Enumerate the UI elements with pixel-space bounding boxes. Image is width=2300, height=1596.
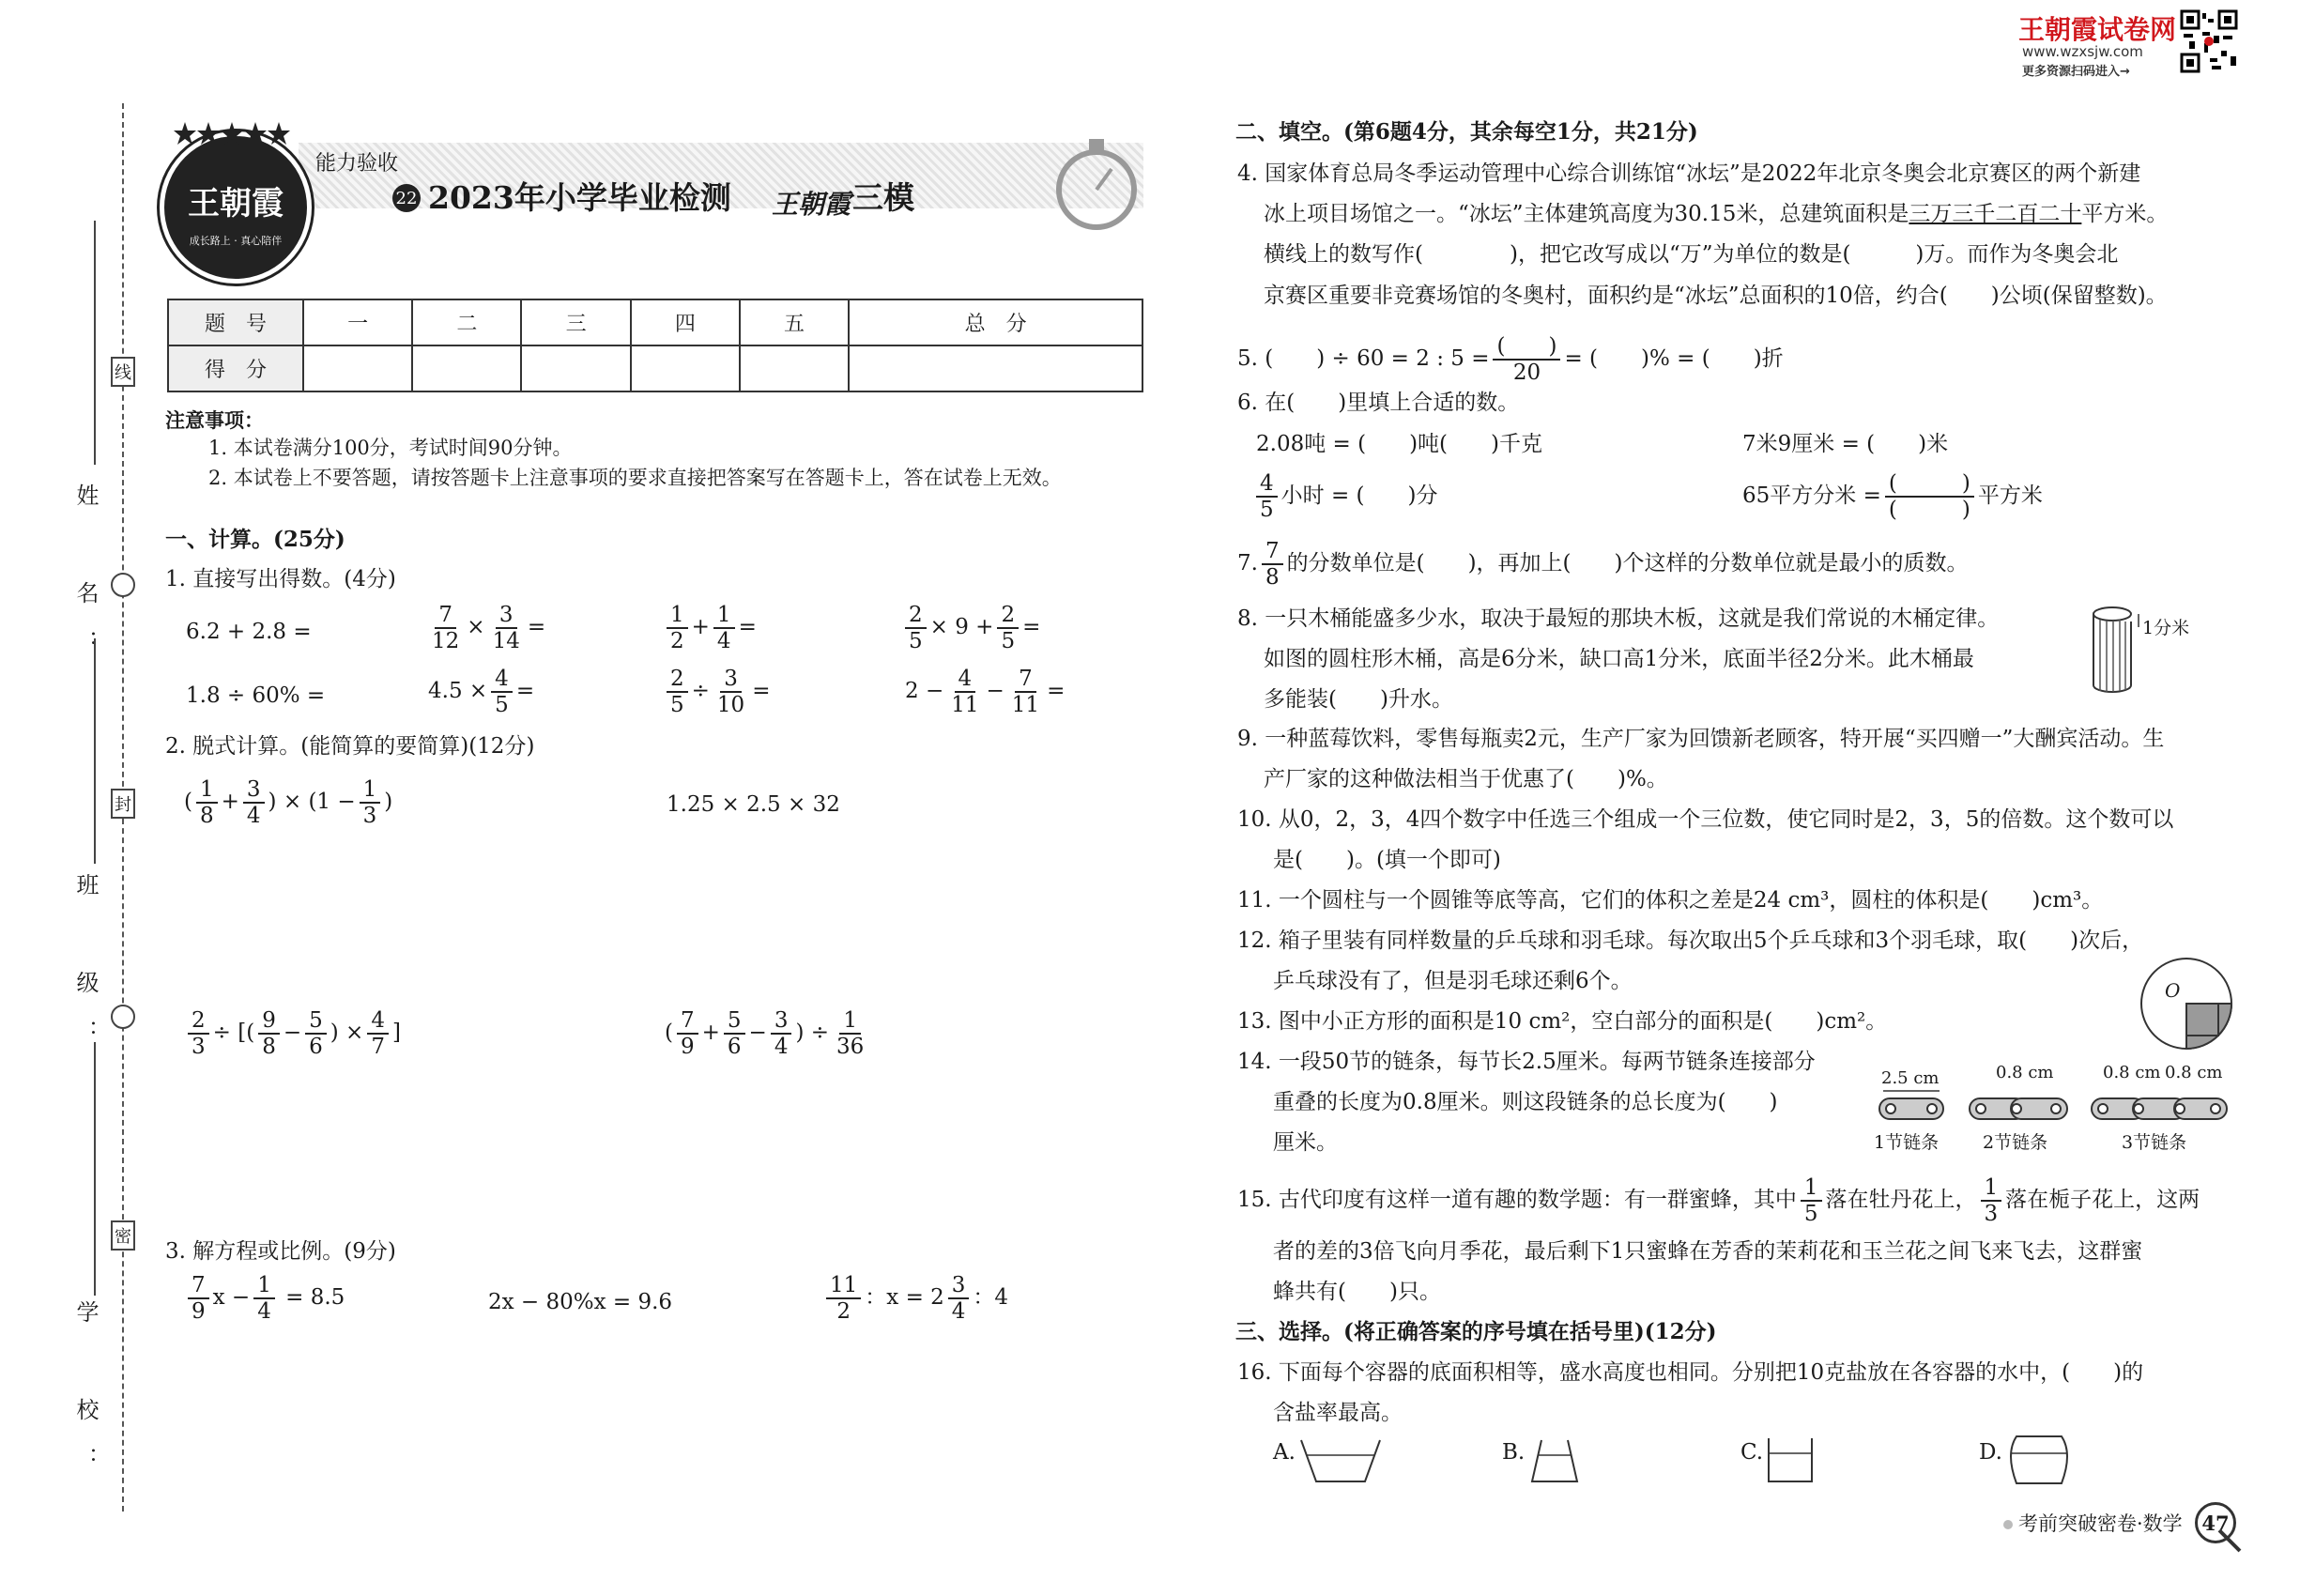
score-cell: 得 分 — [168, 345, 303, 391]
chain-3-figure — [2090, 1087, 2231, 1125]
fraction: $\frac{( )}{20}$ — [1493, 334, 1560, 385]
q6-item-c: $\frac{4}{5}$ 小时 = ( )分 — [1252, 471, 1437, 522]
binding-hole-icon — [111, 1005, 135, 1029]
q2-title: 2. 脱式计算。(能简算的要简算)(12分) — [165, 734, 535, 759]
q3-item-c: $\frac{11}{2}$ ：x = 2 $\frac{3}{4}$ ：4 — [822, 1273, 1008, 1324]
chain-1-figure — [1878, 1087, 1947, 1125]
binding-hole-icon — [111, 573, 135, 597]
score-input[interactable] — [631, 345, 740, 391]
q8-line3: 多能装( )升水。 — [1264, 687, 1453, 712]
q8-line2: 如图的圆柱形木桶，高是6分米，缺口高1分米，底面半径2分米。此木桶最 — [1264, 647, 1974, 671]
header-number: 22 — [395, 188, 418, 208]
header-kicker: 能力验收 — [315, 152, 399, 176]
fraction: $\frac{1}{2}$ — [667, 603, 688, 653]
q12-line1: 12. 箱子里装有同样数量的乒乓球和羽毛球。每次取出5个乒乓球和3个羽毛球，取( )次后， — [1237, 928, 2144, 953]
q14-line3: 厘米。 — [1273, 1130, 1338, 1155]
fraction: $\frac{2}{3}$ — [188, 1008, 209, 1059]
option-c-label[interactable]: C. — [1740, 1440, 1764, 1465]
q8-line1: 8. 一只木桶能盛多少水，取决于最短的那块木板，这就是我们常说的木桶定律。 — [1237, 606, 2000, 631]
q5: 5. ( ) ÷ 60 = 2 : 5 = $\frac{( )}{20}$ = ( )% = ( )折 — [1237, 334, 1784, 385]
chain-2-length: 0.8 cm — [1996, 1063, 2054, 1082]
score-input[interactable] — [303, 345, 412, 391]
brand-name: 王朝霞试卷网 — [2018, 14, 2177, 45]
fraction: $\frac{1}{4}$ — [253, 1273, 275, 1324]
q15-line1: 15. 古代印度有这样一道有趣的数学题：有一群蜜蜂，其中 $\frac{1}{5}$ 落在牡丹花上， $\frac{1}{3}$ 落在栀子花上，这两 — [1237, 1175, 2200, 1226]
score-cell: 五 — [740, 299, 849, 345]
q1-item-h: 2 − $\frac{4}{11}$ − $\frac{7}{11}$ = — [905, 667, 1066, 717]
q3-item-a: $\frac{7}{9}$ x − $\frac{1}{4}$ = 8.5 — [184, 1273, 345, 1324]
q2-item-d: ( $\frac{7}{9}$ + $\frac{5}{6}$ − $\frac{3}{4}$ ) ÷ $\frac{1}{36}$ — [665, 1008, 871, 1059]
stars-icon — [171, 120, 293, 148]
score-cell: 四 — [631, 299, 740, 345]
score-table — [167, 299, 1143, 392]
q12-line2: 乒乓球没有了，但是羽毛球还剩6个。 — [1273, 969, 1633, 993]
fraction: $\frac{1}{3}$ — [1981, 1175, 2002, 1226]
fraction: $\frac{1}{8}$ — [196, 777, 218, 828]
chain-3-caption: 3节链条 — [2122, 1132, 2187, 1153]
q3-title: 3. 解方程或比例。(9分) — [165, 1239, 396, 1264]
q2-item-c: $\frac{2}{3}$ ÷ [( $\frac{9}{8}$ − $\frac{5}{6}$ ) × $\frac{4}{7}$ ] — [184, 1008, 401, 1059]
q10-line2: 是( )。(填一个即可) — [1273, 848, 1501, 872]
fraction: $\frac{3}{10}$ — [716, 667, 745, 717]
brand-cta: 更多资源扫码进入→ — [2022, 65, 2130, 79]
q16-line1: 16. 下面每个容器的底面积相等，盛水高度也相同。分别把10克盐放在各容器的水中，( )的 — [1237, 1360, 2144, 1385]
score-cell: 总 分 — [849, 299, 1142, 345]
score-input[interactable] — [521, 345, 630, 391]
chain-2-figure — [1968, 1087, 2071, 1125]
q1-item-g: $\frac{2}{5}$ ÷ $\frac{3}{10}$ = — [663, 667, 770, 717]
q14-line1: 14. 一段50节的链条，每节长2.5厘米。每两节链条连接部分 — [1237, 1050, 1816, 1074]
chain-3-length-b: 0.8 cm — [2165, 1063, 2223, 1082]
q6-item-b: 7米9厘米 = ( )米 — [1742, 432, 1949, 456]
note-item: 2. 本试卷上不要答题，请按答题卡上注意事项的要求直接把答案写在答题卡上，答在试卷上无效。 — [208, 467, 1062, 489]
q4-line2: 冰上项目场馆之一。“冰坛”主体建筑高度为30.15米，总建筑面积是三万三千二百二十平方米。 — [1264, 202, 2169, 226]
q4-line3: 横线上的数写作( )，把它改写成以“万”为单位的数是( )万。而作为冬奥会北 — [1264, 242, 2119, 267]
barrel-label: 1分米 — [2142, 618, 2190, 638]
header-number-badge — [392, 184, 421, 212]
fraction: $\frac{4}{5}$ — [491, 667, 513, 717]
brand-block — [2018, 9, 2244, 77]
footer-bullet — [2003, 1520, 2013, 1529]
fraction: $\frac{1}{4}$ — [713, 603, 735, 653]
section-3-title: 三、选择。(将正确答案的序号填在括号里)(12分) — [1235, 1319, 1717, 1344]
note-item: 1. 本试卷满分100分，考试时间90分钟。 — [208, 437, 573, 459]
option-b-label[interactable]: B. — [1502, 1440, 1526, 1465]
q1-item-b: $\frac{7}{12}$ × $\frac{3}{14}$ = — [424, 603, 545, 653]
option-d-label[interactable]: D. — [1979, 1440, 2002, 1465]
header-brand-inline: 王朝霞 — [772, 189, 851, 220]
q1-item-d: $\frac{2}{5}$ × 9 + $\frac{2}{5}$ = — [901, 603, 1040, 653]
fraction: $\frac{2}{5}$ — [997, 603, 1019, 653]
fraction: $\frac{( )}{( )}$ — [1885, 471, 1974, 522]
container-c-figure[interactable] — [1765, 1436, 1816, 1485]
q2-item-a: ( $\frac{1}{8}$ + $\frac{3}{4}$ ) × (1 − $\frac{1}{3}$ ) — [184, 777, 393, 828]
q1-item-e: 1.8 ÷ 60% = — [186, 683, 326, 708]
stopwatch-icon — [1050, 131, 1143, 235]
fraction: $\frac{3}{4}$ — [243, 777, 265, 828]
fraction: $\frac{2}{5}$ — [667, 667, 688, 717]
logo-subtitle: 成长路上 · 真心陪伴 — [189, 234, 283, 247]
fraction: $\frac{5}{6}$ — [305, 1008, 327, 1059]
fraction: $\frac{7}{12}$ — [432, 603, 460, 653]
fraction: $\frac{4}{11}$ — [951, 667, 979, 717]
chain-1-caption: 1节链条 — [1874, 1132, 1940, 1153]
fraction: $\frac{3}{4}$ — [771, 1008, 792, 1059]
footer-text: 考前突破密卷·数学 — [2018, 1512, 2183, 1535]
q15-line2: 者的差的3倍飞向月季花，最后剩下1只蜜蜂在芳香的茉莉花和玉兰花之间飞来飞去，这群蜜 — [1273, 1239, 2143, 1264]
chain-1-length: 2.5 cm — [1881, 1068, 1940, 1088]
score-row-header — [168, 299, 1142, 345]
score-cell: 三 — [521, 299, 630, 345]
q14-line2: 重叠的长度为0.8厘米。则这段链条的总长度为( ) — [1273, 1090, 1778, 1114]
section-1-title: 一、计算。(25分) — [165, 527, 345, 552]
q16-line2: 含盐率最高。 — [1273, 1401, 1403, 1425]
line-mark-feng: 封 — [111, 789, 135, 819]
score-row-values — [168, 345, 1142, 391]
chain-3-length-a: 0.8 cm — [2103, 1063, 2161, 1082]
section-2-title: 二、填空。(第6题4分，其余每空1分，共21分) — [1235, 119, 1698, 145]
name-underline — [94, 221, 96, 465]
score-input[interactable] — [740, 345, 849, 391]
fraction: $\frac{7}{9}$ — [677, 1008, 698, 1059]
score-input[interactable] — [412, 345, 521, 391]
brand-logo — [160, 131, 312, 284]
school-underline — [94, 1042, 96, 1296]
magnifier-icon — [2216, 1527, 2244, 1555]
fraction: $\frac{1}{5}$ — [1801, 1175, 1822, 1226]
notes-title: 注意事项： — [165, 408, 264, 432]
option-a-label[interactable]: A. — [1273, 1440, 1296, 1465]
q10-line1: 10. 从0，2，3，4四个数字中任选三个组成一个三位数，使它同时是2，3，5的倍数。这个数可以 — [1237, 807, 2174, 832]
score-cell: 题 号 — [168, 299, 303, 345]
q6-item-a: 2.08吨 = ( )吨( )千克 — [1256, 432, 1542, 456]
fraction: $\frac{3}{4}$ — [948, 1273, 970, 1324]
score-cell: 二 — [412, 299, 521, 345]
fraction: $\frac{9}{8}$ — [258, 1008, 280, 1059]
brand-url[interactable]: www.wzxsjw.com — [2022, 43, 2143, 60]
q11: 11. 一个圆柱与一个圆锥等底等高，它们的体积之差是24 cm³，圆柱的体积是( )cm³。 — [1237, 888, 2104, 913]
fraction: $\frac{5}{6}$ — [724, 1008, 745, 1059]
fraction: $\frac{7}{8}$ — [1262, 539, 1283, 590]
chain-2-caption: 2节链条 — [1983, 1132, 2048, 1153]
fraction: $\frac{2}{5}$ — [905, 603, 927, 653]
q1-title: 1. 直接写出得数。(4分) — [165, 567, 396, 591]
q6-title: 6. 在( )里填上合适的数。 — [1237, 391, 1520, 415]
q4-underlined-number: 三万三千二百二十 — [1909, 202, 2082, 226]
logo-text: 王朝霞 — [188, 184, 284, 223]
score-input[interactable] — [849, 345, 1142, 391]
header-suffix: 三模 — [852, 179, 914, 216]
fraction: $\frac{11}{2}$ — [826, 1273, 861, 1324]
fraction: $\frac{7}{11}$ — [1011, 667, 1040, 717]
score-cell: 一 — [303, 299, 412, 345]
header-title: 2023年小学毕业检测 — [428, 179, 731, 216]
q4-line1: 4. 国家体育总局冬季运动管理中心综合训练馆“冰坛”是2022年北京冬奥会北京赛区的两个新建 — [1237, 161, 2141, 186]
q1-item-c: $\frac{1}{2}$ + $\frac{1}{4}$ = — [663, 603, 757, 653]
q1-item-f: 4.5 × $\frac{4}{5}$ = — [428, 667, 535, 717]
container-b-figure[interactable] — [1526, 1436, 1583, 1485]
fraction: $\frac{1}{3}$ — [360, 777, 381, 828]
q9-line1: 9. 一种蓝莓饮料，零售每瓶卖2元，生产厂家为回馈新老顾客，特开展“买四赠一”大酬宾活动。生 — [1237, 727, 2165, 751]
q1-item-a: 6.2 + 2.8 = — [186, 620, 312, 644]
q2-item-b: 1.25 × 2.5 × 32 — [667, 792, 840, 817]
line-mark-mi: 密 — [111, 1220, 135, 1251]
class-label: 班 级： — [72, 873, 99, 1068]
q13: 13. 图中小正方形的面积是10 cm²，空白部分的面积是( )cm²。 — [1237, 1009, 1888, 1034]
fraction: $\frac{1}{36}$ — [836, 1008, 865, 1059]
q9-line2: 产厂家的这种做法相当于优惠了( )%。 — [1264, 767, 1668, 791]
school-label: 学 校： — [72, 1300, 99, 1496]
circle-square-figure — [2137, 954, 2236, 1053]
container-a-figure[interactable] — [1299, 1436, 1384, 1485]
fraction: $\frac{4}{5}$ — [1256, 471, 1278, 522]
q15-line3: 蜂共有( )只。 — [1273, 1280, 1441, 1304]
q4-line4: 京赛区重要非竞赛场馆的冬奥村，面积约是“冰坛”总面积的10倍，约合( )公顷(保留整数)。 — [1264, 284, 2168, 308]
line-mark-xian: 线 — [111, 357, 135, 387]
q7: 7. $\frac{7}{8}$ 的分数单位是( )，再加上( )个这样的分数单位就是最小的质数。 — [1237, 539, 1969, 590]
fraction: $\frac{7}{9}$ — [188, 1273, 209, 1324]
fraction: $\frac{3}{14}$ — [492, 603, 520, 653]
q6-item-d: 65平方分米 = $\frac{( )}{( )}$ 平方米 — [1742, 471, 2043, 522]
container-d-figure[interactable] — [2003, 1433, 2075, 1487]
fraction: $\frac{4}{7}$ — [367, 1008, 389, 1059]
name-label: 姓 名： — [72, 483, 99, 679]
qr-code-icon[interactable] — [2180, 9, 2238, 73]
circle-center-label: O — [2165, 979, 2181, 1002]
q3-item-b: 2x − 80%x = 9.6 — [488, 1290, 673, 1314]
class-underline — [94, 638, 96, 864]
page-number: 47 — [2201, 1511, 2230, 1535]
